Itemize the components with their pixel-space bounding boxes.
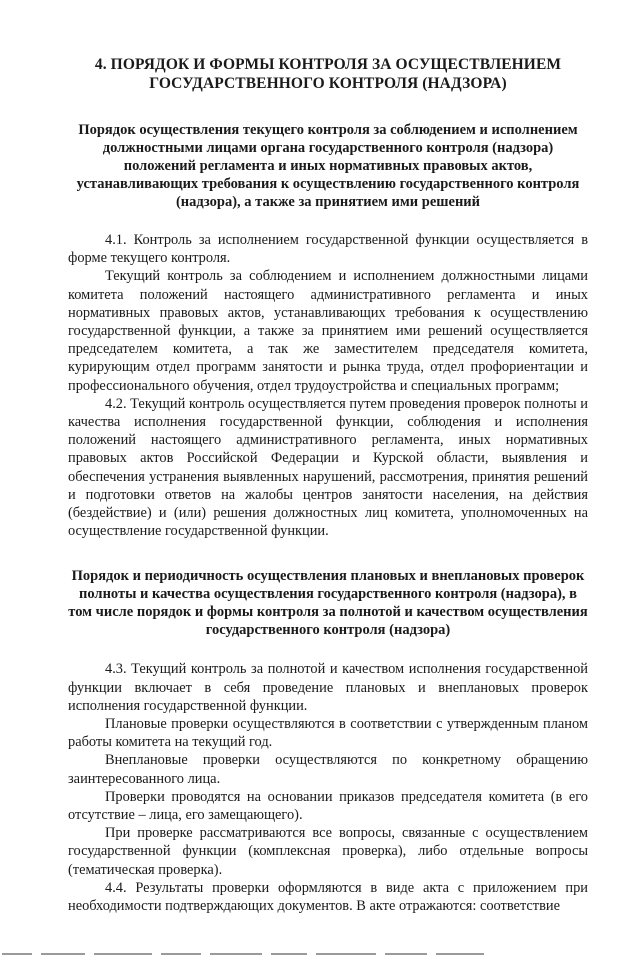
- section-body-current-control: [68, 231, 588, 540]
- paragraph-4-2: 4.2. Текущий контроль осуществляется путем проведения проверок полноты и качества исполнения государственной функции, соблюдения и исполнения положений настоящего административного регламента, иных нормативных правовых актов Российской Федерации и Курской области, выявления и обеспечения устранения выявленных нарушений, рассмотрения, принятия решений и подготовки ответов на жалобы центров занятости населения, на действия (бездействие) и (или) решения должностных лиц комитета, уполномоченных на осуществление государственной функции.: [68, 395, 588, 540]
- paragraph-planned-checks: Плановые проверки осуществляются в соответствии с утвержденным планом работы комитета на текущий год.: [68, 716, 588, 751]
- section-heading-current-control: Порядок осуществления текущего контроля за соблюдением и исполнением должностными лицами органа государственного контроля (надзора) положений регламента и иных нормативных правовых актов, устанавливающих требования к осуществлению государственного контроля (надзора), а также за принятием ими решений: [76, 122, 580, 210]
- document-page: [0, 55, 640, 960]
- paragraph-4-4: 4.4. Результаты проверки оформляются в виде акта с приложением при необходимости подтверждающих документов. В акте отражаются: соответствие: [68, 879, 588, 915]
- section-body-inspections: [68, 660, 588, 915]
- paragraph-current-control: Текущий контроль за соблюдением и исполнением должностными лицами комитета положений настоящего административного регламента и иных нормативных правовых актов, устанавливающих требования к осуществлению государственной функции, а также за принятием ими решений осуществляется председателем комитета, а так же заместителем председателя комитета, курирующим отдел программ занятости и рынка труда, отдел профориентации и профессионального обучения, отдел трудоустройства и специальных программ;: [68, 268, 588, 394]
- paragraph-check-scope: При проверке рассматриваются все вопросы, связанные с осуществлением государственной функции (комплексная проверка), либо отдельные вопросы (тематическая проверка).: [68, 825, 588, 878]
- section-heading-inspections: Порядок и периодичность осуществления плановых и внеплановых проверок полноты и качества осуществления государственного контроля (надзора), в том числе порядок и формы контроля за полнотой и качеством осуществления государственного контроля (надзора): [68, 568, 588, 639]
- chapter-title: 4. ПОРЯДОК И ФОРМЫ КОНТРОЛЯ ЗА ОСУЩЕСТВЛЕНИЕМ ГОСУДАРСТВЕННОГО КОНТРОЛЯ (НАДЗОРА): [94, 56, 562, 92]
- paragraph-check-orders: Проверки проводятся на основании приказов председателя комитета (в его отсутствие – лица, его замещающего).: [68, 788, 588, 824]
- paragraph-4-1: 4.1. Контроль за исполнением государственной функции осуществляется в форме текущего контроля.: [68, 232, 588, 267]
- scan-edge-marks: [0, 953, 640, 956]
- paragraph-unplanned-checks: Внеплановые проверки осуществляются по конкретному обращению заинтересованного лица.: [68, 752, 588, 787]
- paragraph-4-3: 4.3. Текущий контроль за полнотой и качеством исполнения государственной функции включает в себя проведение плановых и внеплановых проверок исполнения государственной функции.: [68, 661, 588, 714]
